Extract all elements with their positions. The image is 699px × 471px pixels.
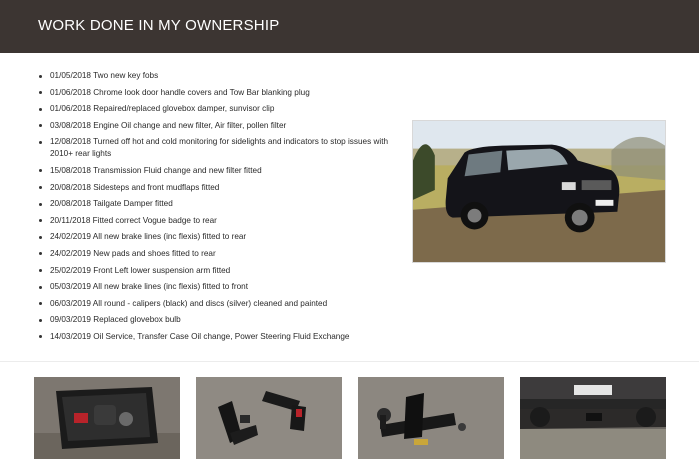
list-item: 24/02/2019 New pads and shoes fitted to rear <box>38 248 398 260</box>
list-item: 09/03/2019 Replaced glovebox bulb <box>38 314 398 326</box>
car-photo[interactable] <box>412 120 666 263</box>
list-item: 06/03/2019 All round - calipers (black) and discs (silver) cleaned and painted <box>38 298 398 310</box>
list-item: 14/03/2019 Oil Service, Transfer Case Oil change, Power Steering Fluid Exchange <box>38 331 398 343</box>
page-title: WORK DONE IN MY OWNERSHIP <box>38 17 280 34</box>
list-item: 01/06/2018 Chrome look door handle covers and Tow Bar blanking plug <box>38 87 398 99</box>
list-item: 24/02/2019 All new brake lines (inc flexis) fitted to rear <box>38 231 398 243</box>
tow-bar-assembly-thumbnail[interactable] <box>358 377 504 459</box>
list-item: 20/11/2018 Fitted correct Vogue badge to rear <box>38 215 398 227</box>
list-item: 05/03/2019 All new brake lines (inc flexis) fitted to front <box>38 281 398 293</box>
work-list <box>38 70 398 348</box>
section-divider <box>0 361 699 362</box>
rear-bumper-thumbnail[interactable] <box>520 377 666 459</box>
list-item: 25/02/2019 Front Left lower suspension arm fitted <box>38 265 398 277</box>
parts-photo-thumbnail[interactable] <box>34 377 180 459</box>
list-item: 20/08/2018 Tailgate Damper fitted <box>38 198 398 210</box>
list-item: 03/08/2018 Engine Oil change and new filter, Air filter, pollen filter <box>38 120 398 132</box>
list-item: 20/08/2018 Sidesteps and front mudflaps fitted <box>38 182 398 194</box>
list-item: 15/08/2018 Transmission Fluid change and new filter fitted <box>38 165 398 177</box>
tow-bar-parts-thumbnail[interactable] <box>196 377 342 459</box>
list-item: 01/05/2018 Two new key fobs <box>38 70 398 82</box>
page-header <box>0 0 699 53</box>
list-item: 01/06/2018 Repaired/replaced glovebox damper, sunvisor clip <box>38 103 398 115</box>
list-item: 12/08/2018 Turned off hot and cold monitoring for sidelights and indicators to stop issues with 2010+ rear lights <box>38 136 398 160</box>
